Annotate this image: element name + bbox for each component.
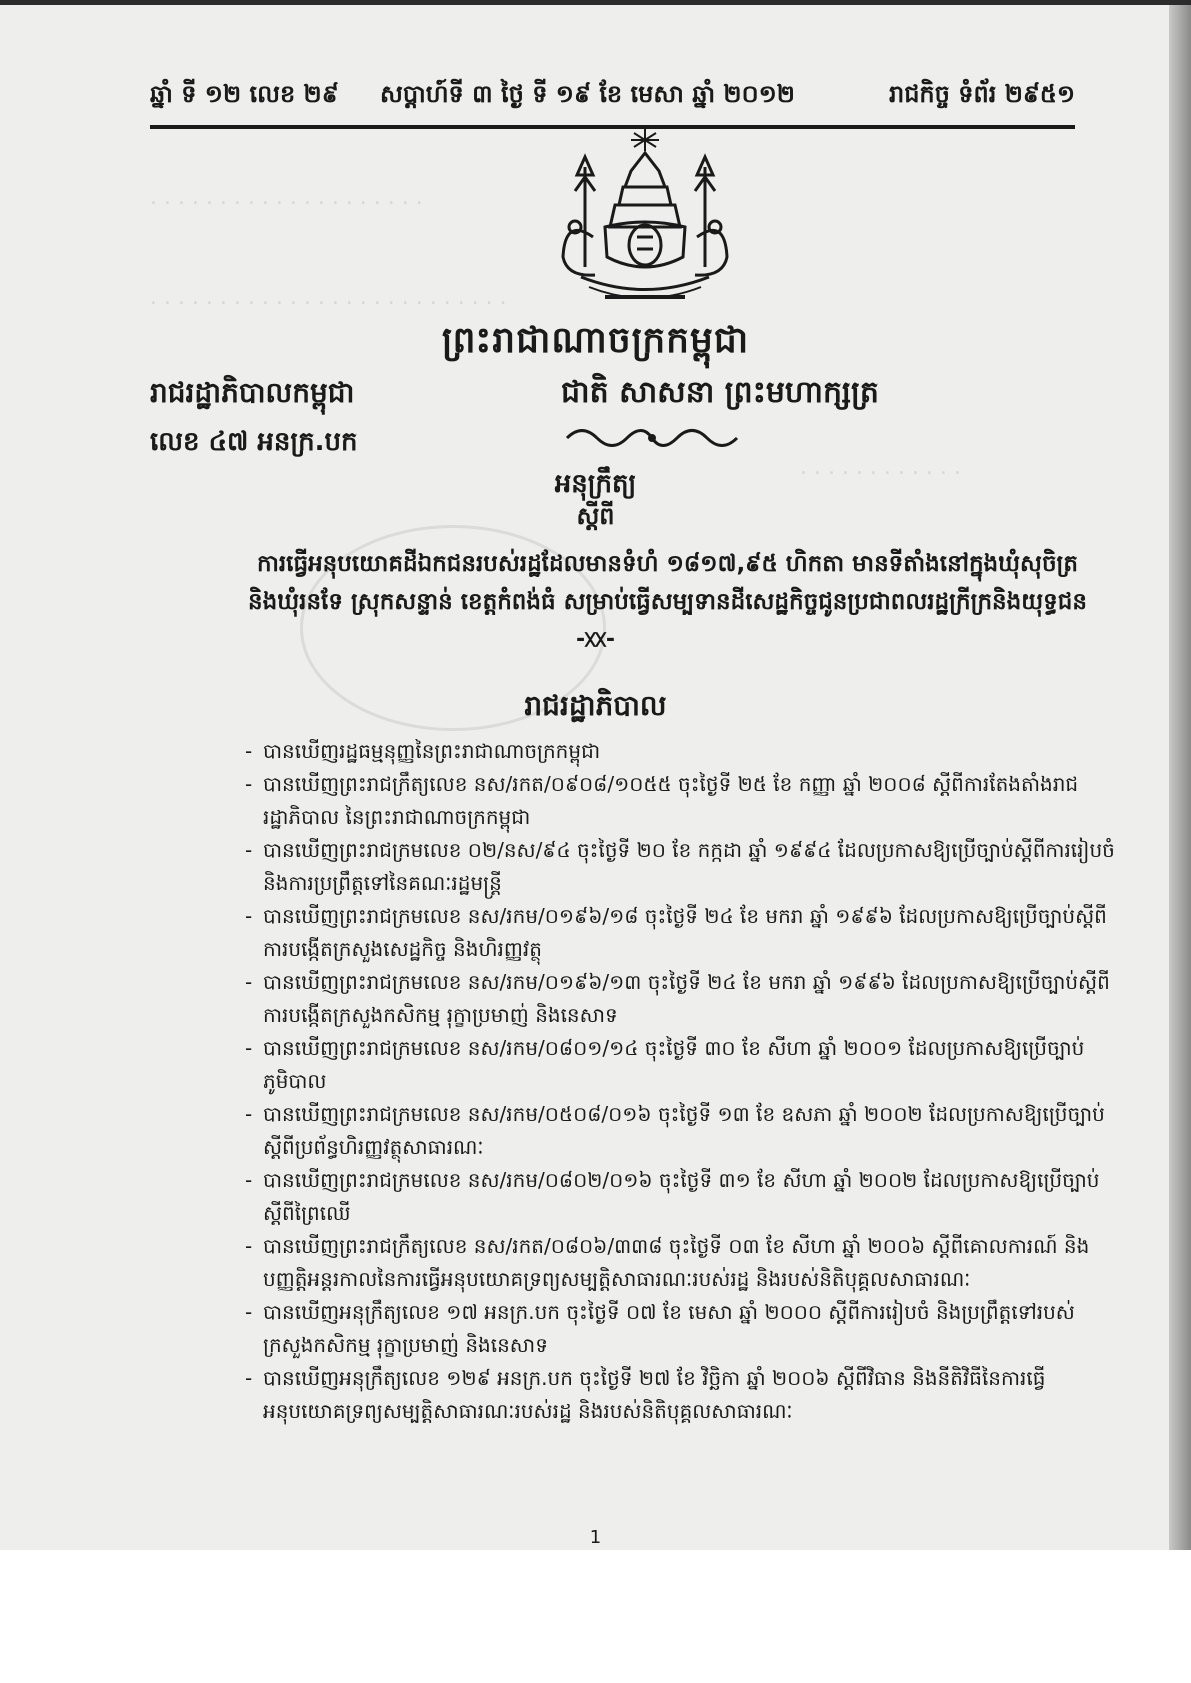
scan-edge	[1169, 5, 1191, 1550]
consideration-item: - បានឃើញព្រះរាជក្រមលេខ នស/រកម/០១៩៦/១៣ ចុះថ្ងៃទី ២៤ ខែ មករា ឆ្នាំ ១៩៩៦ ដែលប្រកាសឱ្យប្រើច្បាប់ស្តីពីការបង្កើតក្រសួងកសិកម្ម រុក្ខាប្រមាញ់ និងនេសាទ	[245, 966, 1115, 1032]
royal-arms-emblem-icon	[545, 127, 745, 307]
consideration-item: - បានឃើញព្រះរាជក្រឹត្យលេខ នស/រកត/០៩០៨/១០៥៥ ចុះថ្ងៃទី ២៥ ខែ កញ្ញា ឆ្នាំ ២០០៨ ស្តីពីការតែងតាំងរាជរដ្ឋាភិបាល នៃព្រះរាជាណាចក្រកម្ពុជា	[245, 768, 1115, 834]
gazette-page: រាជកិច្ច ទំព័រ ២៩៥១	[888, 80, 1075, 108]
gazette-date: សប្តាហ៍ទី ៣ ថ្ងៃ ទី ១៩ ខែ មេសា ឆ្នាំ ២០១២	[380, 80, 795, 108]
bleed-through-text: . . . . . . . . . . . . . . . . . . . .	[150, 185, 423, 210]
subject-divider: -ᳵᳵ-	[576, 627, 615, 652]
consideration-item: - បានឃើញព្រះរាជក្រមលេខ នស/រកម/០៥០៨/០១៦ ចុះថ្ងៃទី ១៣ ខែ ឧសភា ឆ្នាំ ២០០២ ដែលប្រកាសឱ្យប្រើច្បាប់ស្តីពីប្រព័ន្ធហិរញ្ញវត្ថុសាធារណៈ	[245, 1098, 1115, 1164]
ornament-divider-icon	[562, 423, 742, 453]
national-motto: ជាតិ សាសនា ព្រះមហាក្សត្រ	[561, 375, 879, 410]
consideration-item: - បានឃើញព្រះរាជក្រមលេខ ០២/នស/៩៤ ចុះថ្ងៃទី ២០ ខែ កក្កដា ឆ្នាំ ១៩៩៤ ដែលប្រកាសឱ្យប្រើច្បាប់ស្តីពីការរៀបចំ និងការប្រព្រឹត្តទៅនៃគណៈរដ្ឋមន្ត្រី	[245, 834, 1115, 900]
page-number: 1	[589, 1527, 602, 1548]
gazette-header	[150, 65, 1075, 129]
document-subject: ការធ្វើអនុបយោគដីឯកជនរបស់រដ្ឋដែលមានទំហំ ១៨១៧,៩៥ ហិកតា មានទីតាំងនៅក្នុងឃុំសុចិត្រ និងឃុំរនទែ ស្រុកសន្ទាន់ ខេត្តកំពង់ធំ សម្រាប់ធ្វើសម្បទានដីសេដ្ឋកិច្ចជូនប្រជាពលរដ្ឋក្រីក្រនិងយុទ្ធជន	[248, 551, 1087, 615]
bleed-through-text: . . . . . . . . . . . .	[800, 455, 961, 480]
consideration-item: - បានឃើញអនុក្រឹត្យលេខ ១៧ អនក្រ.បក ចុះថ្ងៃទី ០៧ ខែ មេសា ឆ្នាំ ២០០០ ស្តីពីការរៀបចំ និងប្រព្រឹត្តទៅរបស់ក្រសួងកសិកម្ម រុក្ខាប្រមាញ់ និងនេសាទ	[245, 1296, 1115, 1362]
consideration-item: - បានឃើញព្រះរាជក្រឹត្យលេខ នស/រកត/០៨០៦/៣៣៨ ចុះថ្ងៃទី ០៣ ខែ សីហា ឆ្នាំ ២០០៦ ស្តីពីគោលការណ៍ និងបញ្ញត្តិអន្តរកាលនៃការធ្វើអនុបយោគទ្រព្យសម្បត្តិសាធារណៈរបស់រដ្ឋ និងរបស់និតិបុគ្គលសាធារណៈ	[245, 1230, 1115, 1296]
council-heading: រាជរដ្ឋាភិបាល	[524, 689, 667, 722]
consideration-item: - បានឃើញព្រះរាជក្រមលេខ នស/រកម/០៨០២/០១៦ ចុះថ្ងៃទី ៣១ ខែ សីហា ឆ្នាំ ២០០២ ដែលប្រកាសឱ្យប្រើច្បាប់ស្តីពីព្រៃឈើ	[245, 1164, 1115, 1230]
bleed-through-text: . . . . . . . . . . . . . . . . . . . . . . . . . .	[150, 285, 507, 310]
document-type: អនុក្រឹត្យ	[554, 469, 637, 499]
consideration-item: - បានឃើញរដ្ឋធម្មនុញ្ញនៃព្រះរាជាណាចក្រកម្ពុជា	[245, 735, 1115, 768]
consideration-item: - បានឃើញអនុក្រឹត្យលេខ ១២៩ អនក្រ.បក ចុះថ្ងៃទី ២៧ ខែ វិច្ឆិកា ឆ្នាំ ២០០៦ ស្តីពីវិធាន និងនីតិវិធីនៃការធ្វើអនុបយោគទ្រព្យសម្បត្តិសាធារណៈរបស់រដ្ឋ និងរបស់និតិបុគ្គលសាធារណៈ	[245, 1362, 1115, 1428]
considerations-list	[245, 735, 1115, 1428]
consideration-item: - បានឃើញព្រះរាជក្រមលេខ នស/រកម/០៨០១/១៤ ចុះថ្ងៃទី ៣០ ខែ សីហា ឆ្នាំ ២០០១ ដែលប្រកាសឱ្យប្រើច្បាប់ភូមិបាល	[245, 1032, 1115, 1098]
issuing-government: រាជរដ្ឋាភិបាលកម្ពុជា	[150, 376, 355, 409]
gazette-issue: ឆ្នាំ ទី ១២ លេខ ២៩	[150, 80, 339, 108]
document-number: លេខ ៤៧ អនក្រ.បក	[150, 427, 358, 457]
kingdom-title: ព្រះរាជាណាចក្រកម្ពុជា	[441, 320, 750, 361]
document-subtype: ស្តីពី	[576, 502, 615, 530]
consideration-item: - បានឃើញព្រះរាជក្រមលេខ នស/រកម/០១៩៦/១៨ ចុះថ្ងៃទី ២៤ ខែ មករា ឆ្នាំ ១៩៩៦ ដែលប្រកាសឱ្យប្រើច្បាប់ស្តីពីការបង្កើតក្រសួងសេដ្ឋកិច្ច និងហិរញ្ញវត្ថុ	[245, 900, 1115, 966]
